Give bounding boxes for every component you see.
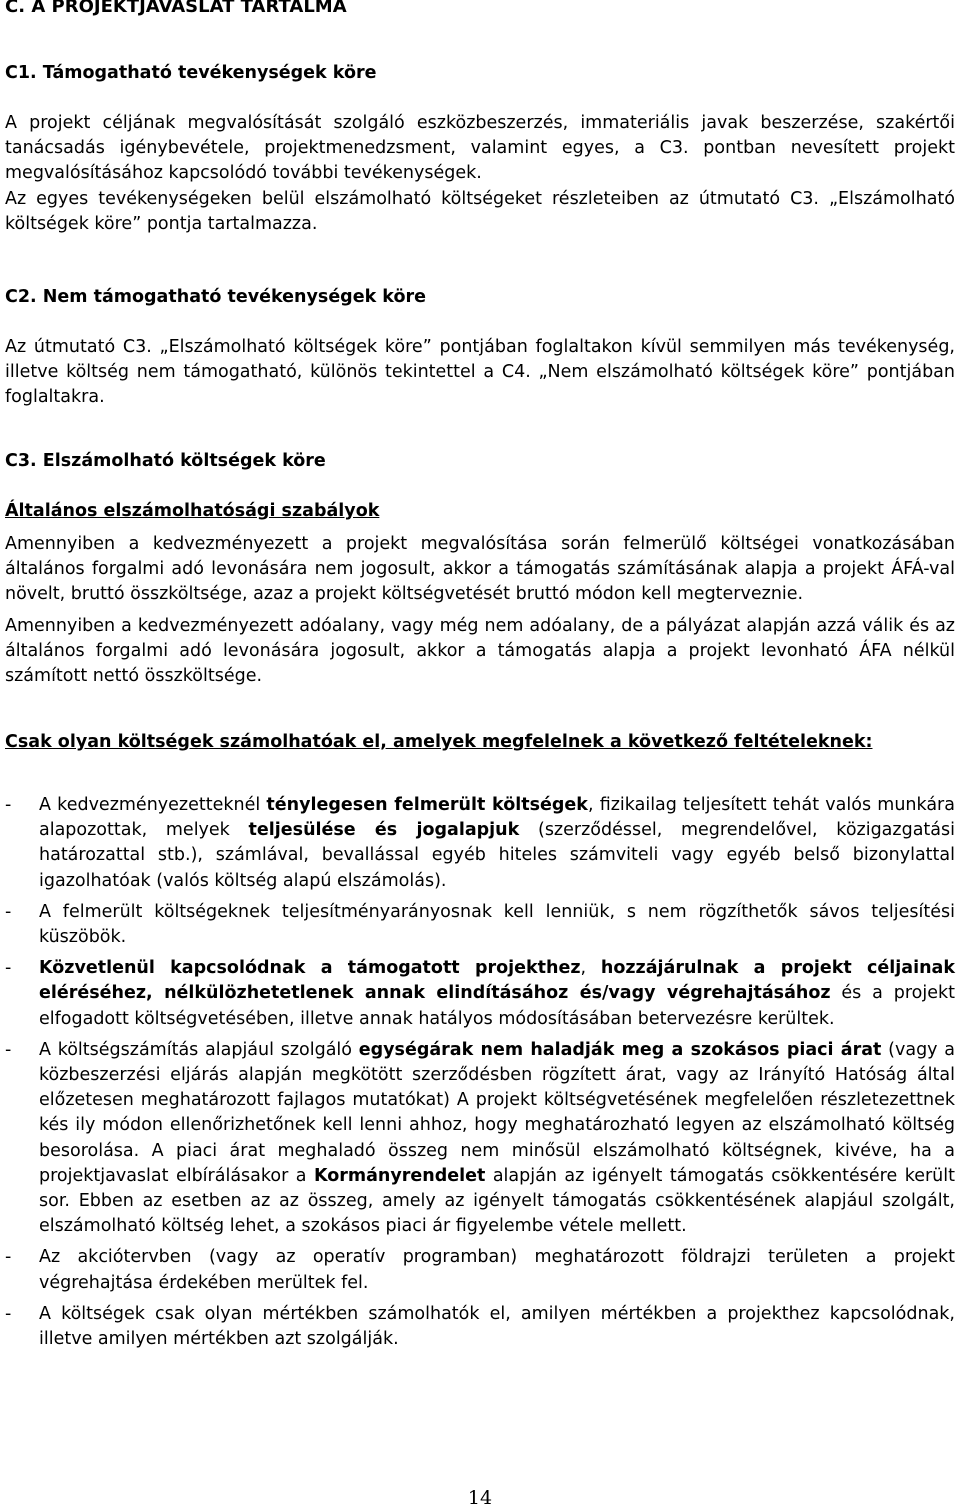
conditions-heading-block [5, 730, 955, 755]
dash-marker: - [5, 1303, 12, 1324]
section-c1-paragraph-2: Az egyes tevékenységeken belül elszámolható költségeket részleteiben az útmutató C3. „Elszámolható költségek köre” pontja tartalmazza. [5, 188, 955, 234]
section-c1 [5, 61, 955, 86]
conditions-list [5, 793, 955, 1352]
section-c1-paragraph-1: A projekt céljának megvalósítását szolgáló eszközbeszerzés, immateriális javak beszerzése, szakértői tanácsadás igénybevétele, projektmenedzsment, valamint egyes, a C3. pontban nevesített projekt megvalósításához kapcsolódó további tevékenységek. [5, 113, 955, 184]
section-c3-paragraph-1: Amennyiben a kedvezményezett a projekt megvalósítása során felmerülő költségei vonatkozásában általános forgalmi adó levonására nem jogosult, akkor a támogatás számításának alapja a projekt ÁFÁ-val növelt, bruttó összköltsége, azaz a projekt költségvetését bruttó módon kell megterveznie. [5, 534, 955, 605]
section-c3-paragraph-2: Amennyiben a kedvezményezett adóalany, vagy még nem adóalany, de a pályázat alapján azzá válik és az általános forgalmi adó levonására jogosult, akkor a támogatás alapja a projekt levonható ÁFA nélkül számított nettó összköltsége. [5, 615, 955, 687]
section-c2-paragraph-1: Az útmutató C3. „Elszámolható költségek köre” pontjában foglaltakon kívül semmilyen más tevékenység, illetve költség nem támogatható, különös tekintettel a C4. „Nem elszámolható költségek köre” pontjában foglaltakra. [5, 337, 955, 408]
list-item: - A költségek csak olyan mértékben számolhatók el, amilyen mértékben a projekthez kapcsolódnak, illetve amilyen mértékben azt szolgálják. [5, 1303, 955, 1350]
section-c3-body [5, 532, 955, 689]
section-c3-subheading-block [5, 499, 955, 524]
page-title: C. A PROJEKTJAVASLAT TARTALMA [5, 0, 347, 17]
section-c1-heading: C1. Támogatható tevékenységek köre [5, 63, 377, 83]
list-item: - A költségszámítás alapjául szolgáló egységárak nem haladják meg a szokásos piaci árat (vagy a közbeszerzési eljárás alapján megkötött szerződésben rögzített árat, vagy az Irányító Hatóság által előzetesen meghatározott fajlagos mutatókat) A projekt költségvetésének megfelelően részletezettnek kés ily módon ellenőrizhetőnek kell lenni ahhoz, hogy meghatározható legyen az elszámolható költség besorolása. A piaci árat meghaladó összeg nem minősül elszámolható költségnek, kivéve, ha a projektjavaslat elbírálásakor a Kormányrendelet alapján az igényelt támogatás csökkentésére került sor. Ebben az esetben az az összeg, amely az igényelt támogatás csökkentésének alapjául szolgált, elszámolható költség lehet, a szokásos piaci ár figyelembe vétele mellett. [5, 1039, 955, 1237]
list-item: - Az akciótervben (vagy az operatív programban) meghatározott földrajzi területen a projekt végrehajtása érdekében merültek fel. [5, 1247, 955, 1293]
dash-marker: - [5, 958, 12, 979]
dash-marker: - [5, 1247, 12, 1268]
dash-marker: - [5, 795, 12, 815]
conditions-list-block [5, 793, 955, 1358]
section-c1-body [5, 111, 955, 237]
list-item: - A felmerült költségeknek teljesítményarányosnak kell lenniük, s nem rögzíthetők sávos teljesítési küszöbök. [5, 901, 955, 948]
section-c3-heading: C3. Elszámolható költségek köre [5, 451, 326, 471]
dash-marker: - [5, 901, 12, 922]
section-c2 [5, 285, 955, 310]
section-c2-heading: C2. Nem támogatható tevékenységek köre [5, 287, 426, 307]
conditions-heading: Csak olyan költségek számolhatóak el, amelyek megfelelnek a következő feltételeknek: [5, 732, 873, 752]
page-number: 14 [467, 1487, 493, 1509]
list-item: - Közvetlenül kapcsolódnak a támogatott projekthez, hozzájárulnak a projekt céljainak eléréséhez, nélkülözhetetlenek annak elindításához és/vagy végrehajtásához és a projekt elfogadott költségvetésében, illetve annak hatályos módosításában betervezésre kerültek. [5, 958, 955, 1029]
list-item: - A kedvezményezetteknél ténylegesen felmerült költségek, fizikailag teljesített tehát valós munkára alapozottak, melyek teljesülése és jogalapjuk (szerződéssel, megrendelővel, közigazgatási határozattal stb.), számlával, bevallással egyéb hiteles számviteli vagy egyéb belső bizonylattal igazolhatóak (valós költség alapú elszámolás). [5, 795, 955, 891]
section-c3-subheading: Általános elszámolhatósági szabályok [5, 501, 380, 521]
section-c2-body [5, 335, 955, 411]
dash-marker: - [5, 1039, 12, 1060]
section-c3 [5, 449, 955, 474]
